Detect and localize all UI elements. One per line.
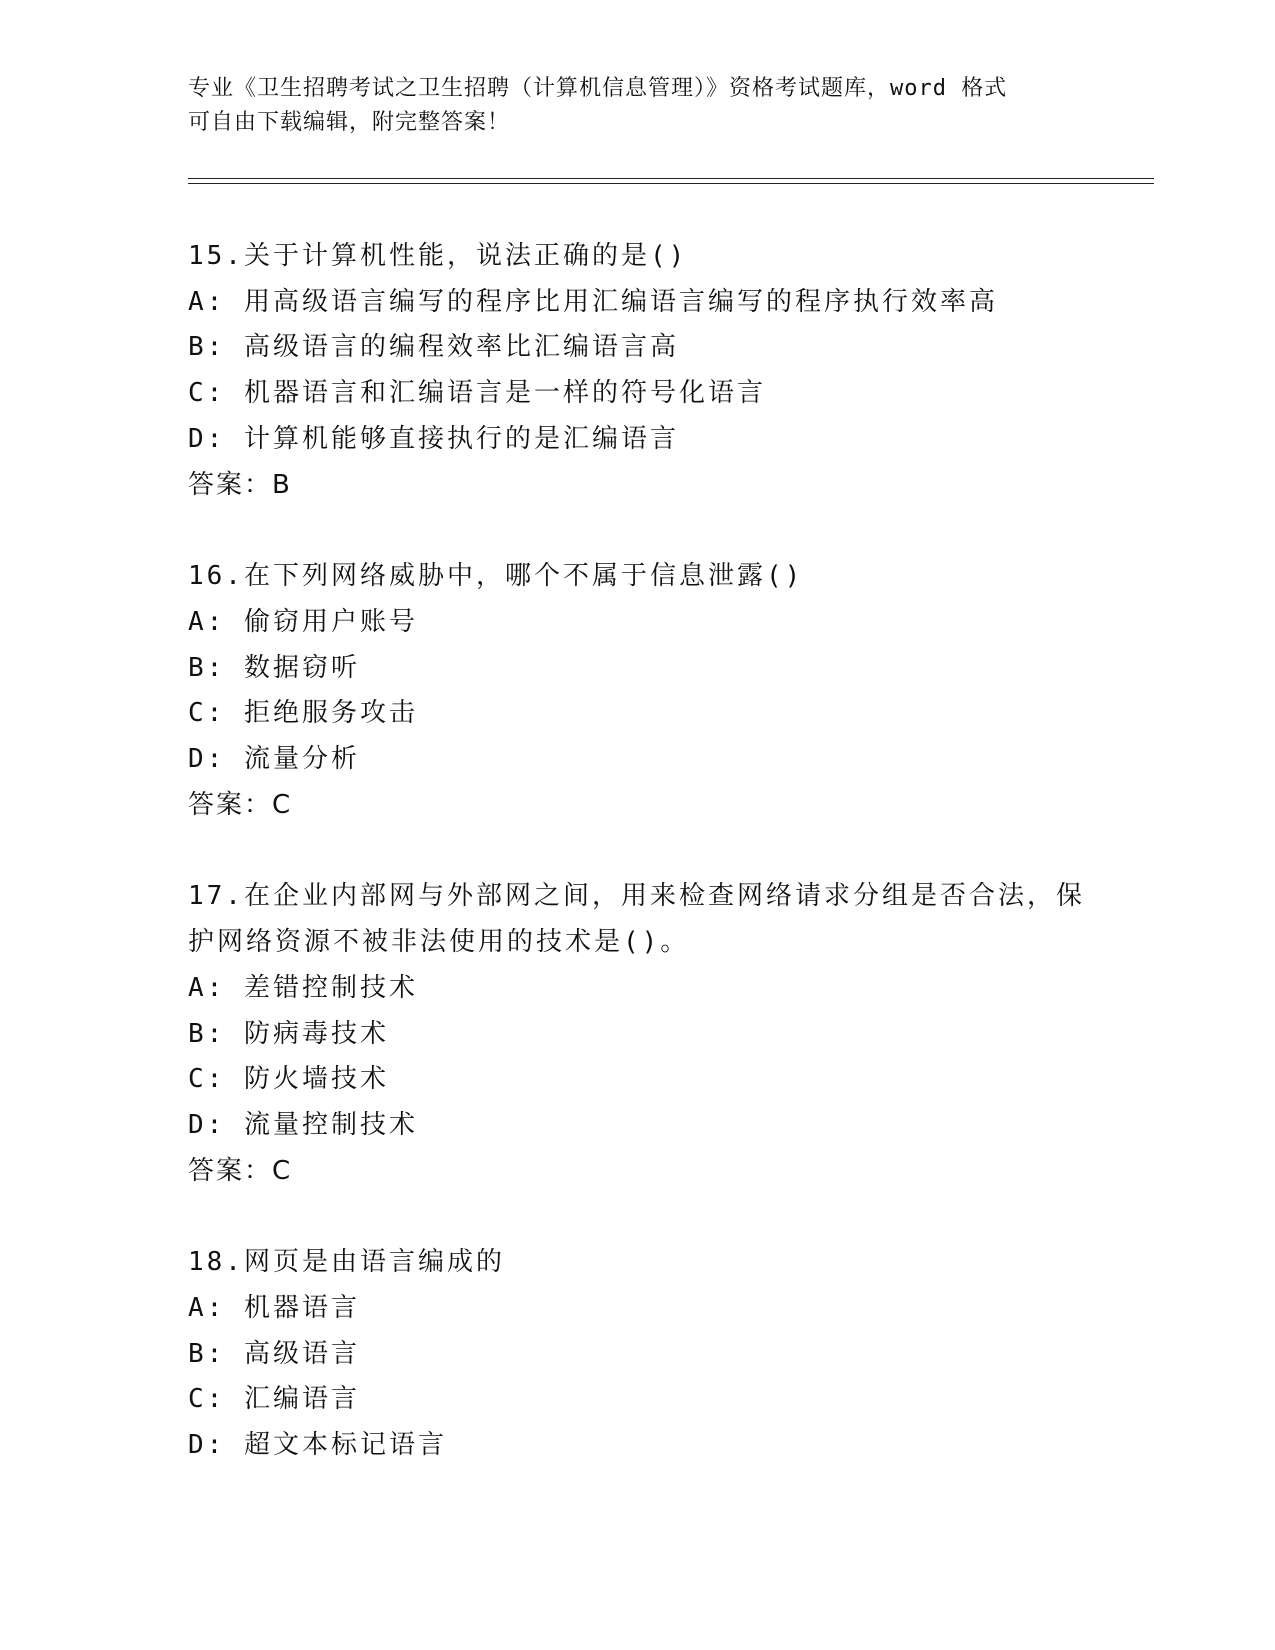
option-c: C: 机器语言和汇编语言是一样的符号化语言 xyxy=(188,378,766,409)
question-list xyxy=(188,234,1088,1515)
question-stem: 15.关于计算机性能，说法正确的是() xyxy=(188,241,688,271)
header-line-1: 专业《卫生招聘考试之卫生招聘（计算机信息管理）》资格考试题库，word 格式 xyxy=(188,76,1008,101)
option-a: A: 差错控制技术 xyxy=(188,972,418,1003)
option-b: B: 高级语言的编程效率比汇编语言高 xyxy=(188,332,679,363)
question-16 xyxy=(188,554,1088,828)
option-d: D: 计算机能够直接执行的是汇编语言 xyxy=(188,423,679,454)
option-d: D: 流量控制技术 xyxy=(188,1109,418,1140)
option-a: A: 用高级语言编写的程序比用汇编语言编写的程序执行效率高 xyxy=(188,286,998,317)
option-a: A: 偷窃用户账号 xyxy=(188,606,418,637)
question-stem-continued: 护网络资源不被非法使用的技术是()。 xyxy=(188,927,690,958)
question-stem: 18.网页是由语言编成的 xyxy=(188,1247,505,1278)
header-line-2: 可自由下载编辑，附完整答案！ xyxy=(188,110,511,135)
question-18 xyxy=(188,1240,1088,1469)
header-divider-top xyxy=(188,178,1154,179)
option-c: C: 拒绝服务攻击 xyxy=(188,698,418,729)
option-b: B: 数据窃听 xyxy=(188,652,360,683)
answer-key: 答案：B xyxy=(188,469,292,500)
option-c: C: 汇编语言 xyxy=(188,1384,360,1415)
question-15 xyxy=(188,234,1088,508)
header-divider-bottom xyxy=(188,183,1154,184)
option-b: B: 高级语言 xyxy=(188,1338,360,1369)
answer-key: 答案：C xyxy=(188,1155,293,1186)
question-stem: 16.在下列网络威胁中，哪个不属于信息泄露() xyxy=(188,561,804,592)
option-d: D: 流量分析 xyxy=(188,744,360,775)
option-a: A: 机器语言 xyxy=(188,1293,360,1324)
option-b: B: 防病毒技术 xyxy=(188,1018,389,1049)
question-17 xyxy=(188,874,1088,1194)
document-header xyxy=(188,72,1088,140)
question-stem: 17.在企业内部网与外部网之间，用来检查网络请求分组是否合法，保 xyxy=(188,881,1085,912)
option-c: C: 防火墙技术 xyxy=(188,1064,389,1095)
answer-key: 答案：C xyxy=(188,789,293,820)
option-d: D: 超文本标记语言 xyxy=(188,1430,447,1461)
